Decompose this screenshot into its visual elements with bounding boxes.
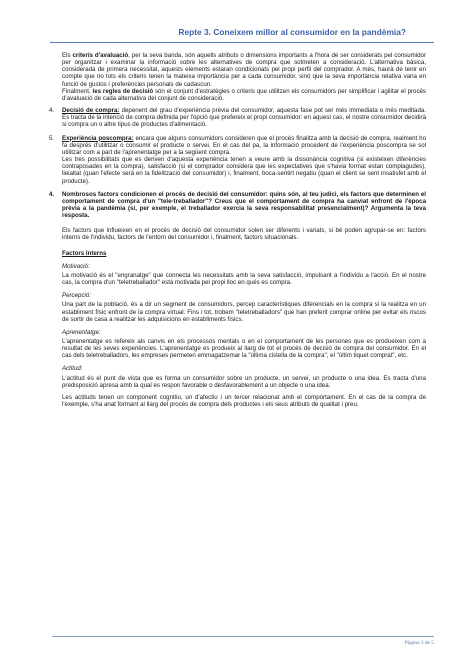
subsection-title: Percepció: xyxy=(62,292,92,300)
list-item-text: depenent del grau d'experiència prèvia del consumidor, aquesta fase pot ser més immediata o més meditada. Es tracta de la intenció de compra definida per l'opció que prefereix el propi consumidor: en aquest cas, el nostre consumidor decidirà si compra un o altre tipus de productes d'alimentació. xyxy=(62,107,426,129)
subsection-paragraph: L'actitud és el punt de vista que es forma un consumidor sobre un producte, un servei, un producte o una idea. Es tracta d'una predisposició apresa amb la qual es respon favorable o desfavorablement a un objecte o una idea. xyxy=(62,374,426,389)
list-item-title: Experiència poscompra: xyxy=(62,134,134,142)
list-item-text: Les tres possibilitats que es deriven d'aquesta experiència tenen a veure amb la dissonància cognitiva (si existeixen diferències contraposades en la compra), satisfacció (si el comprador considera que les expectatives que s'havia format estan complagudes), lleialtat (quan l'efecte serà en la fidelització del consumidor) i, finalment, boca-sentirt negatiu (quan el client se sent insatisfet amb el producte). xyxy=(62,156,426,185)
subsection-paragraph: La motivació és el "engranatge" que connecta les necessitats amb la seva satisfacció, impulsant a l'individu a l'acció. En el nostre cas, la compra d'un "teletreballador" està motivada pel propi lloc en qués es compra. xyxy=(62,271,426,287)
page-content xyxy=(49,52,426,413)
page-footer xyxy=(52,636,434,646)
subsection-title: Aprenentatge: xyxy=(62,328,101,336)
text-run: són el conjunt d'estratègies o criteris que utilitzen els consumidors per simplificar i agilitar el procés d'avaluació de cada alternativa del conjunt de consideració. xyxy=(62,87,426,102)
subsection-title: Motivació: xyxy=(62,262,90,270)
list-item xyxy=(49,134,426,185)
list-number: 4. xyxy=(49,107,55,115)
subsection-paragraph: Una part de la població, és a dir un segment de consumidors, percep característiques diferencials en la compra si la realitza en un establiment físic enfront de la compra virtual. Fins i tot, trobem "teletreballadors" que han preferit comprar online per evitar els riscos de sortir de casa a realitzar les adquisicions en establiments físics. xyxy=(62,301,426,323)
bold-term: les regles de decisió xyxy=(92,87,154,95)
question-text: Nombrosos factors condicionen el procés de decisió del consumidor: quins són, al teu judici, els factors que determinen el comportament de compra d'un "tele-treballador"? Creus que el comportament de compra ha canviat enfront de l'època prèvia a la pandèmia (si, per exemple, el treballador exercia la seva responsabilitat presencialment)? Argumenta la teva resposta. xyxy=(62,190,426,220)
text-run: Els xyxy=(62,52,73,59)
list-number: 5. xyxy=(49,134,55,142)
answer-intro: Els factors que influeixen en el procés de decisió del consumidor solen ser diferents i variats, si bé poden agrupar-se en: factors interns de l'individu, factors de l'entorn del consumidor i, finalment, factors situacionals. xyxy=(62,227,426,242)
question-number: 4. xyxy=(49,190,55,198)
list-item-title: Decisió de compra: xyxy=(62,107,120,115)
subsection-paragraph: L'aprenentatge es refereix als canvis en els processos mentals o en el comportament de les persones que es produeixen com a resultat de les seves experiències. L'aprenentatge es produeix al llarg de tot el procés de decisió de compra del consumidor. En el cas dels teletreballadors, les empreses permeten emmagatzemar la "última cistella de la compra", el "últim tiquet comprat", etc. xyxy=(62,338,426,360)
criteris-paragraph xyxy=(62,52,426,102)
page-number: Pàgina 3 de 5 xyxy=(404,640,434,646)
text-run: , per la seva banda, són aquells atributs o dimensions importants a l'hora de ser considerats pel consumidor per organitzar i examinar la informació sobre les alternatives de compra que sotmeten a consideració. L'alternativa bàsica, considerada de primera necessitat, aquests elements estaran condicionats pel propi perfil del comprador. A més, haurà de tenir en compte que no tots els criteris tenen la mateixa importància per a cada consumidor, sinó que la seva importància relativa varia en funció de gustos i preferències personals de cadascun. xyxy=(62,52,426,88)
text-run: Finalment, xyxy=(62,87,93,95)
list-item xyxy=(49,107,426,129)
bold-term: criteris d'avaluació xyxy=(72,52,129,59)
question xyxy=(49,190,426,220)
subsection-title: Actitud: xyxy=(62,365,83,373)
list-item-text: encara que alguns consumidors consideren que el procés finalitza amb la decisió de compra, realment ho fa després d'utilitzar o consumir el producte o servei. En el cas del pa, la informació procedent de l'experiència poscompra se sol utilitzar com a part de l'aprenentatge per a la següent compra. xyxy=(62,134,426,156)
page-header xyxy=(50,22,434,43)
subsection-paragraph: Les actituds tenen un component cognitiu, un d'afectiu i un tercer relacionat amb el comportament. En el cas de la compra de l'exemple, s'ha anat formant al llarg del procés de compra dels productes i els seus atributs de qualitat i preu. xyxy=(62,393,426,409)
section-title: Factors Interns xyxy=(62,249,107,257)
header-title: Repte 3. Coneixem millor al consumidor en la pandèmia? xyxy=(178,27,406,37)
